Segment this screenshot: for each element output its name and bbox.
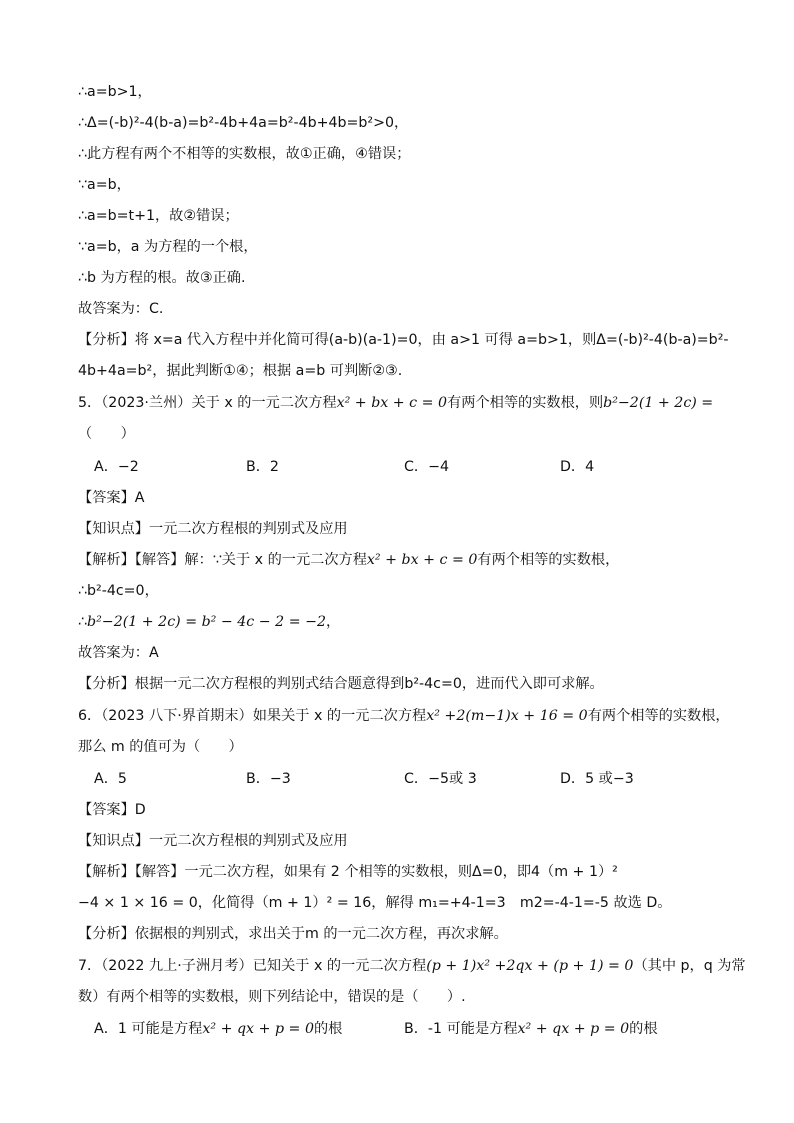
question-text: 那么 m 的值可为（ ） bbox=[78, 739, 243, 755]
solution-line: −4 × 1 × 16 = 0，化简得（m + 1）² = 16，解得 m₁=+4-1=3 m2=-4-1=-5 故选 D。 bbox=[78, 895, 672, 911]
text-line: ∴Δ=(-b)²-4(b-a)=b²-4b+4a=b²-4b+4b=b²>0， bbox=[78, 115, 409, 131]
text-line: ∴a=b>1， bbox=[78, 84, 152, 100]
option-b bbox=[404, 1019, 658, 1039]
solution-line bbox=[78, 550, 619, 570]
option-c: C．−4 bbox=[404, 459, 450, 475]
equation: x² + qx + p = 0 bbox=[517, 1021, 630, 1037]
knowledge-line: 【知识点】一元二次方程根的判别式及应用 bbox=[78, 833, 348, 849]
option-a: A．5 bbox=[94, 771, 127, 787]
solution-text: 有两个相等的实数根， bbox=[477, 552, 620, 568]
solution-text: ， bbox=[326, 614, 341, 630]
option-text: 的根 bbox=[629, 1021, 658, 1037]
answer-line: 故答案为：C. bbox=[78, 301, 164, 317]
option-text: 的根 bbox=[313, 1021, 343, 1037]
option-a: A．−2 bbox=[94, 459, 139, 475]
option-a bbox=[94, 1019, 342, 1039]
text-line: ∴b 为方程的根。故③正确. bbox=[78, 270, 246, 286]
equation: x² + bx + c = 0 bbox=[336, 395, 448, 411]
option-d: D．5 或−3 bbox=[560, 771, 634, 787]
answer-line: 故答案为：A bbox=[78, 645, 159, 661]
question-6-stem bbox=[78, 706, 730, 726]
question-text: （其中 p，q 为常 bbox=[633, 958, 746, 974]
option-text: B．-1 可能是方程 bbox=[404, 1021, 518, 1037]
analysis-line: 【分析】将 x=a 代入方程中并化简可得(a-b)(a-1)=0，由 a>1 可得 a=b>1，则Δ=(-b)²-4(b-a)=b²- bbox=[78, 332, 729, 348]
question-text: 有两个相等的实数根， bbox=[587, 708, 730, 724]
question-7-stem bbox=[78, 956, 746, 976]
answer-line: 【答案】D bbox=[78, 802, 146, 818]
analysis-line: 【分析】根据一元二次方程根的判别式结合题意得到b²-4c=0，进而代入即可求解。 bbox=[78, 676, 604, 692]
equation: x² +2(m−1)x + 16 = 0 bbox=[426, 708, 588, 724]
text-line: ∵a=b，a 为方程的一个根， bbox=[78, 239, 258, 255]
analysis-line: 4b+4a=b²，据此判断①④；根据 a=b 可判断②③. bbox=[78, 363, 403, 379]
equation: x² + bx + c = 0 bbox=[366, 552, 478, 568]
option-b: B．−3 bbox=[246, 771, 291, 787]
option-text: A．1 可能是方程 bbox=[94, 1021, 203, 1037]
solution-line bbox=[78, 612, 340, 632]
option-d: D．4 bbox=[560, 459, 595, 475]
analysis-line: 【分析】依据根的判别式，求出关于m 的一元二次方程，再次求解。 bbox=[78, 926, 508, 942]
question-head: 7．（2022 九上·子洲月考）已知关于 x 的一元二次方程 bbox=[78, 958, 427, 974]
question-head: 6．（2023 八下·界首期末）如果关于 x 的一元二次方程 bbox=[78, 708, 427, 724]
question-text: 数）有两个相等的实数根，则下列结论中，错误的是（ ）. bbox=[78, 989, 466, 1005]
text-line: ∴a=b=t+1，故②错误； bbox=[78, 208, 239, 224]
question-paren: （ ） bbox=[78, 426, 135, 442]
equation: (p + 1)x² +2qx + (p + 1) = 0 bbox=[426, 958, 634, 974]
solution-text: ∴ bbox=[78, 614, 88, 630]
solution-line: ∴b²-4c=0， bbox=[78, 583, 159, 599]
text-line: ∴此方程有两个不相等的实数根，故①正确，④错误； bbox=[78, 146, 411, 162]
equation: b²−2(1 + 2c) = bbox=[603, 395, 714, 411]
solution-line: 【解析】【解答】一元二次方程，如果有 2 个相等的实数根，则Δ=0，即4（m + 1）² bbox=[78, 864, 618, 880]
equation: b²−2(1 + 2c) = b² − 4c − 2 = −2 bbox=[87, 614, 327, 630]
solution-text: 【解析】【解答】解：∵关于 x 的一元二次方程 bbox=[78, 552, 367, 568]
knowledge-line: 【知识点】一元二次方程根的判别式及应用 bbox=[78, 521, 348, 537]
question-head: 5．（2023·兰州）关于 x 的一元二次方程 bbox=[78, 395, 337, 411]
equation: x² + qx + p = 0 bbox=[202, 1021, 314, 1037]
text-line: ∵a=b， bbox=[78, 177, 131, 193]
option-b: B．2 bbox=[246, 459, 279, 475]
option-c: C．−5或 3 bbox=[404, 771, 477, 787]
answer-line: 【答案】A bbox=[78, 490, 145, 506]
question-5-stem bbox=[78, 393, 713, 413]
question-text: 有两个相等的实数根，则 bbox=[447, 395, 604, 411]
